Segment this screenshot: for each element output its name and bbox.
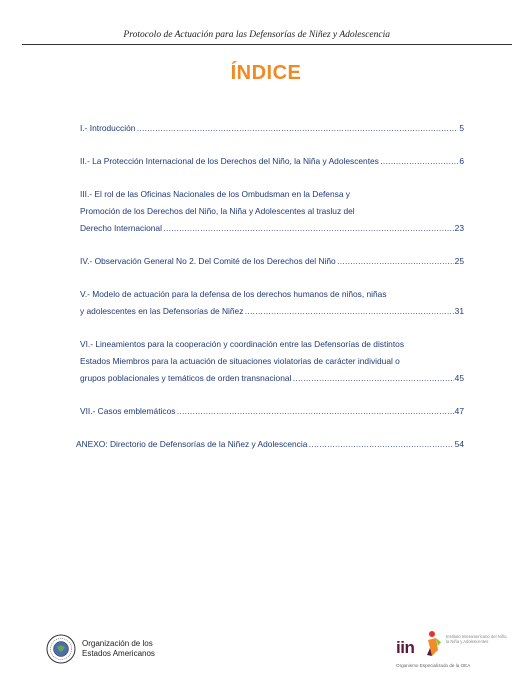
toc-leader-dots bbox=[176, 403, 453, 420]
oas-name-line2: Estados Americanos bbox=[82, 649, 155, 658]
toc-entry[interactable] bbox=[80, 286, 464, 320]
iin-logo bbox=[396, 630, 506, 672]
toc-leader-dots bbox=[136, 120, 458, 137]
toc-entry[interactable] bbox=[80, 336, 464, 387]
oas-seal-icon bbox=[46, 634, 76, 664]
toc-page-number: 25 bbox=[454, 256, 464, 266]
toc-leader-dots bbox=[163, 220, 454, 237]
toc-entry-text: I.- Introducción bbox=[80, 123, 136, 133]
toc-entry-line: V.- Modelo de actuación para la defensa de los derechos humanos de niños, niñas bbox=[80, 289, 387, 299]
oas-logo bbox=[46, 634, 155, 664]
oas-name-line1: Organización de los bbox=[82, 639, 153, 648]
toc-entry[interactable] bbox=[80, 153, 464, 170]
toc-entry[interactable] bbox=[80, 120, 464, 137]
toc-entry-final-line bbox=[80, 370, 464, 387]
toc-entry-text: VII.- Casos emblemáticos bbox=[80, 406, 176, 416]
toc-leader-dots bbox=[380, 153, 458, 170]
page-title: ÍNDICE bbox=[230, 62, 302, 84]
toc-entry[interactable] bbox=[80, 253, 464, 270]
toc-entry-line: III.- El rol de las Oficinas Nacionales de los Ombudsman en la Defensa y bbox=[80, 189, 350, 199]
iin-acronym: iin bbox=[396, 638, 415, 657]
iin-institute-name: Instituto Interamericano del Niño, la Niña y Adolescentes bbox=[446, 634, 508, 644]
toc-entry-line: Promoción de los Derechos del Niño, la Niña y Adolescentes al trasluz del bbox=[80, 206, 355, 216]
toc-entry-text: Derecho Internacional bbox=[80, 223, 162, 233]
toc-entry-line: Estados Miembros para la actuación de situaciones violatorias de carácter individual o bbox=[80, 356, 400, 366]
toc-page-number: 5 bbox=[459, 123, 464, 133]
toc-leader-dots bbox=[308, 436, 453, 453]
toc-entry-text: y adolescentes en las Defensorías de Niñez bbox=[80, 306, 244, 316]
toc-leader-dots bbox=[337, 253, 454, 270]
toc-leader-dots bbox=[244, 303, 453, 320]
toc-page-number: 47 bbox=[454, 406, 464, 416]
toc-entry-final-line bbox=[80, 120, 464, 137]
toc-entry-text: ANEXO: Directorio de Defensorías de la Niñez y Adolescencia bbox=[76, 439, 308, 449]
toc-entry-text: II.- La Protección Internacional de los Derechos del Niño, la Niña y Adolescentes bbox=[80, 156, 379, 166]
toc-entry-text: grupos poblacionales y temáticos de orden transnacional bbox=[80, 373, 292, 383]
toc-entry[interactable] bbox=[76, 436, 464, 453]
toc-page-number: 54 bbox=[454, 439, 464, 449]
table-of-contents bbox=[76, 120, 464, 469]
toc-page-number: 6 bbox=[459, 156, 464, 166]
header-divider bbox=[22, 44, 512, 45]
toc-entry-final-line bbox=[76, 436, 464, 453]
toc-entry-final-line bbox=[80, 220, 464, 237]
iin-organization: Organismo Especializado de la OEA bbox=[396, 663, 471, 668]
iin-figure-icon bbox=[426, 630, 442, 658]
toc-entry-final-line bbox=[80, 403, 464, 420]
toc-page-number: 31 bbox=[454, 306, 464, 316]
running-header: Protocolo de Actuación para las Defensorías de Niñez y Adolescencia bbox=[123, 30, 390, 40]
toc-entry[interactable] bbox=[80, 186, 464, 237]
toc-entry[interactable] bbox=[80, 403, 464, 420]
toc-entry-final-line bbox=[80, 303, 464, 320]
toc-leader-dots bbox=[292, 370, 453, 387]
toc-entry-final-line bbox=[80, 153, 464, 170]
toc-page-number: 45 bbox=[454, 373, 464, 383]
toc-entry-text: IV.- Observación General No 2. Del Comité de los Derechos del Niño bbox=[80, 256, 336, 266]
toc-entry-final-line bbox=[80, 253, 464, 270]
toc-entry-line: VI.- Lineamientos para la cooperación y coordinación entre las Defensorías de distintos bbox=[80, 339, 405, 349]
toc-page-number: 23 bbox=[454, 223, 464, 233]
